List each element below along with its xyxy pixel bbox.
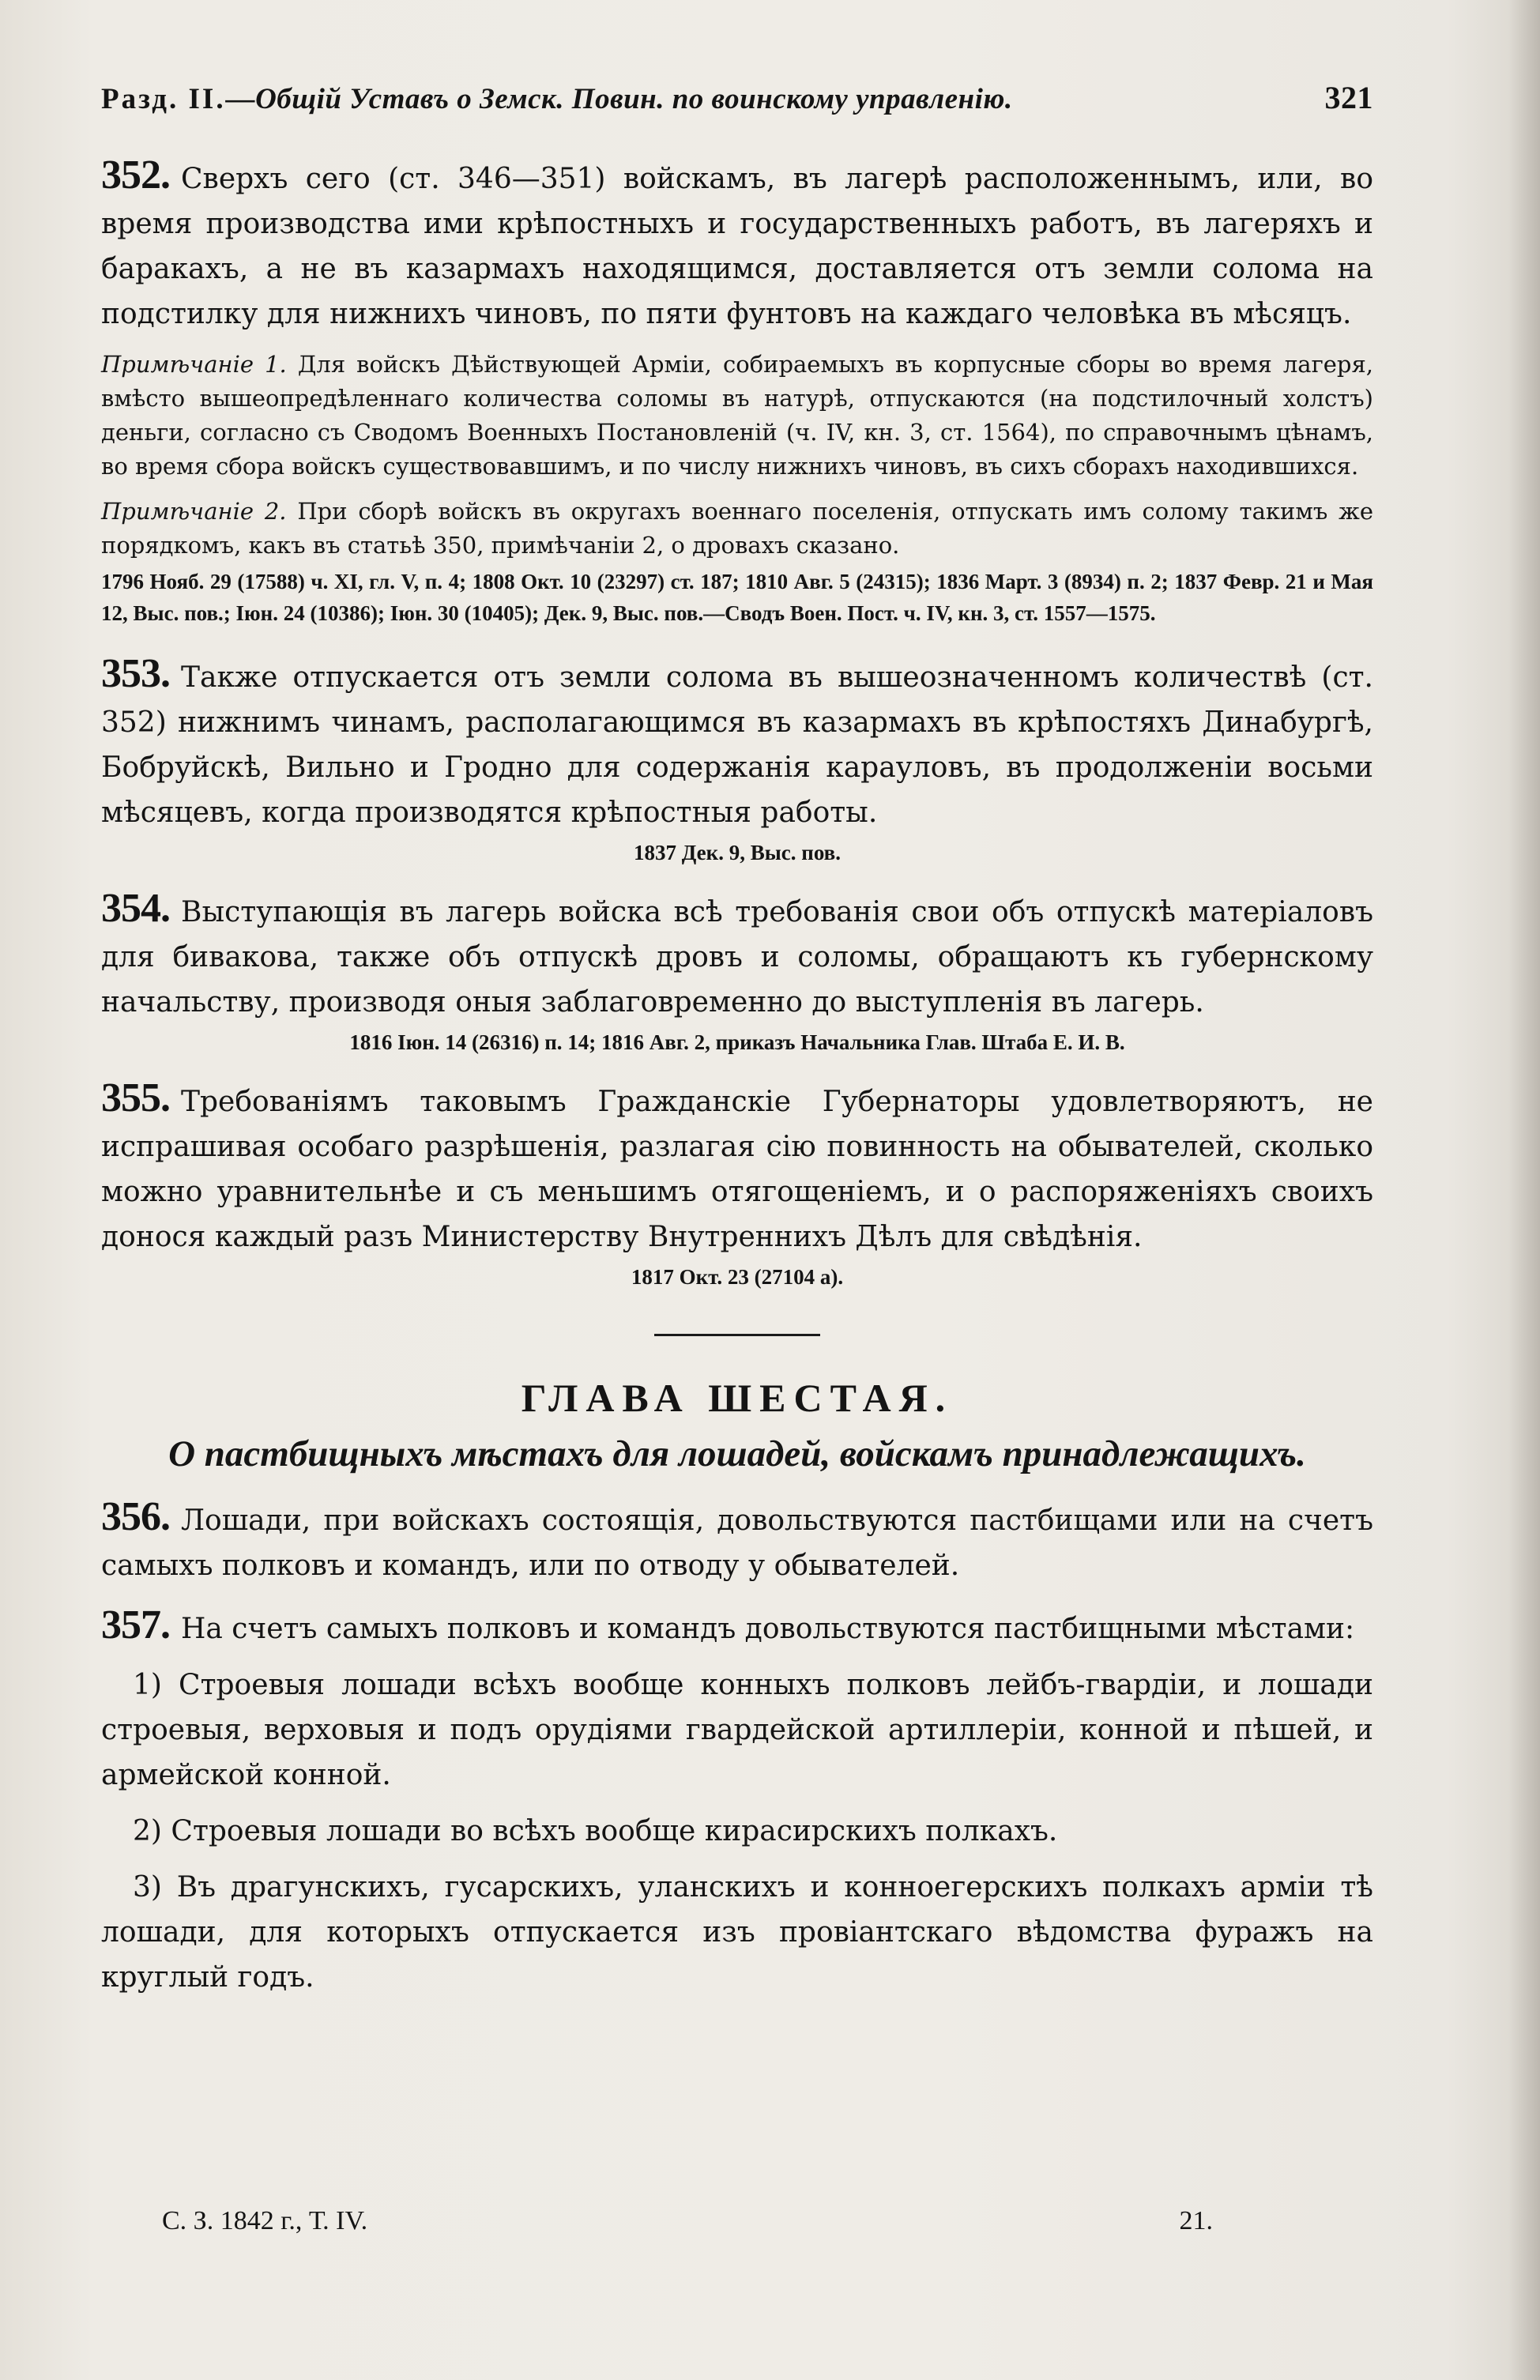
article-body: На счетъ самыхъ полковъ и командъ довольствуются пастбищными мѣстами: <box>181 1613 1355 1645</box>
article-text <box>101 1494 1373 1588</box>
list-item: 3) Въ драгунскихъ, гусарскихъ, уланскихъ и конноегерскихъ полкахъ арміи тѣ лошади, для которыхъ отпускается изъ провіантскаго вѣдомства фуражъ на круглый годъ. <box>101 1871 1373 1994</box>
chapter-title: ГЛАВА ШЕСТАЯ. <box>521 1376 954 1420</box>
note-label: Примѣчаніе 2. <box>101 498 287 525</box>
list-item: 2) Строевыя лошади во всѣхъ вообще кирасирскихъ полкахъ. <box>133 1815 1058 1847</box>
article-number: 352. <box>101 153 170 198</box>
section-title: —Общій Уставъ о Земск. Повин. по воинскому управленію. <box>225 83 1013 115</box>
article-text <box>101 886 1373 1025</box>
page-footer <box>162 2206 1213 2236</box>
article-body: Лошади, при войскахъ состоящія, довольствуются пастбищами или на счетъ самыхъ полковъ и командъ, или по отводу у обывателей. <box>101 1504 1373 1582</box>
article-357 <box>101 1602 1373 2000</box>
page-number: 321 <box>1324 80 1373 115</box>
article-text <box>101 1075 1373 1260</box>
chapter-subtitle: О пастбищныхъ мѣстахъ для лошадей, войскамъ принадлежащихъ. <box>168 1433 1306 1474</box>
article-number: 354. <box>101 886 170 931</box>
note-1 <box>101 348 1373 484</box>
volume-reference: С. З. 1842 г., Т. IV. <box>162 2206 368 2235</box>
article-text <box>101 1602 1373 1651</box>
article-number: 355. <box>101 1075 170 1120</box>
list-item: 1) Строевыя лошади всѣхъ вообще конныхъ полковъ лейбъ-гвардіи, и лошади строевыя, верховыя и подъ орудіями гвардейской артиллеріи, конной и пѣшей, и армейской конной. <box>101 1669 1373 1791</box>
page-content <box>101 79 1373 2000</box>
article-354 <box>101 886 1373 1058</box>
legal-reference: 1837 Дек. 9, Выс. пов. <box>634 841 841 864</box>
signature-mark: 21. <box>1179 2206 1213 2235</box>
section-label: Разд. II. <box>101 83 226 115</box>
note-body: При сборѣ войскъ въ округахъ военнаго поселенія, отпускать имъ солому такимъ же порядкомъ, какъ въ статьѣ 350, примѣчаніи 2, о дровахъ сказано. <box>101 498 1374 559</box>
page-edge-shadow <box>1508 0 1540 2380</box>
article-number: 356. <box>101 1494 170 1539</box>
article-text <box>101 651 1373 835</box>
article-text <box>101 153 1373 337</box>
article-352 <box>101 153 1373 629</box>
article-355 <box>101 1075 1373 1293</box>
note-label: Примѣчаніе 1. <box>101 351 287 378</box>
article-body: Выступающія въ лагерь войска всѣ требованія свои объ отпускѣ матеріаловъ для бивакова, также объ отпускѣ дровъ и соломы, обращаютъ къ губернскому начальству, производя оныя заблаговременно до выступленія въ лагерь. <box>101 896 1373 1019</box>
article-number: 353. <box>101 651 170 696</box>
note-2 <box>101 495 1373 563</box>
section-divider <box>654 1334 820 1336</box>
article-353 <box>101 651 1373 868</box>
article-body: Требованіямъ таковымъ Гражданскіе Губернаторы удовлетворяютъ, не испрашивая особаго разрѣшенія, разлагая сію повинность на обывателей, сколько можно уравнительнѣе и съ меньшимъ отягощеніемъ, и о распоряженіяхъ своихъ донося каждый разъ Министерству Внутреннихъ Дѣлъ для свѣдѣнія. <box>101 1086 1373 1253</box>
article-body: Сверхъ сего (ст. 346—351) войскамъ, въ лагерѣ расположеннымъ, или, во время производства ими крѣпостныхъ и государственныхъ работъ, въ лагеряхъ и баракахъ, а не въ казармахъ находящимся, доставляется отъ земли солома на подстилку для нижнихъ чиновъ, по пяти фунтовъ на каждаго человѣка въ мѣсяцъ. <box>101 163 1373 330</box>
running-head <box>101 79 1373 116</box>
legal-reference: 1816 Іюн. 14 (26316) п. 14; 1816 Авг. 2, приказъ Начальника Глав. Штаба Е. И. В. <box>349 1030 1125 1054</box>
running-head-text <box>101 82 1013 116</box>
article-356 <box>101 1494 1373 1588</box>
legal-reference: 1796 Нояб. 29 (17588) ч. XI, гл. V, п. 4; 1808 Окт. 10 (23297) ст. 187; 1810 Авг. 5 (24315); 1836 Март. 3 (8934) п. 2; 1837 Февр. 21 и Мая 12, Выс. пов.; Іюн. 24 (10386); Іюн. 30 (10405); Дек. 9, Выс. пов.—Сводъ Воен. Пост. ч. IV, кн. 3, ст. 1557—1575. <box>101 570 1373 625</box>
article-body: Также отпускается отъ земли солома въ вышеозначенномъ количествѣ (ст. 352) нижнимъ чинамъ, располагающимся въ казармахъ въ крѣпостяхъ Динабургѣ, Бобруйскѣ, Вильно и Гродно для содержанія карауловъ, въ продолженіи восьми мѣсяцевъ, когда производятся крѣпостныя работы. <box>101 661 1373 829</box>
legal-reference: 1817 Окт. 23 (27104 а). <box>631 1265 844 1289</box>
note-body: Для войскъ Дѣйствующей Арміи, собираемыхъ въ корпусные сборы во время лагеря, вмѣсто вышеопредѣленнаго количества соломы въ натурѣ, отпускаются (на подстилочный холстъ) деньги, согласно съ Сводомъ Военныхъ Постановленій (ч. IV, кн. 3, ст. 1564), по справочнымъ цѣнамъ, во время сбора войскъ существовавшимъ, и по числу нижнихъ чиновъ, въ сихъ сборахъ находившихся. <box>101 351 1374 480</box>
article-number: 357. <box>101 1602 170 1648</box>
